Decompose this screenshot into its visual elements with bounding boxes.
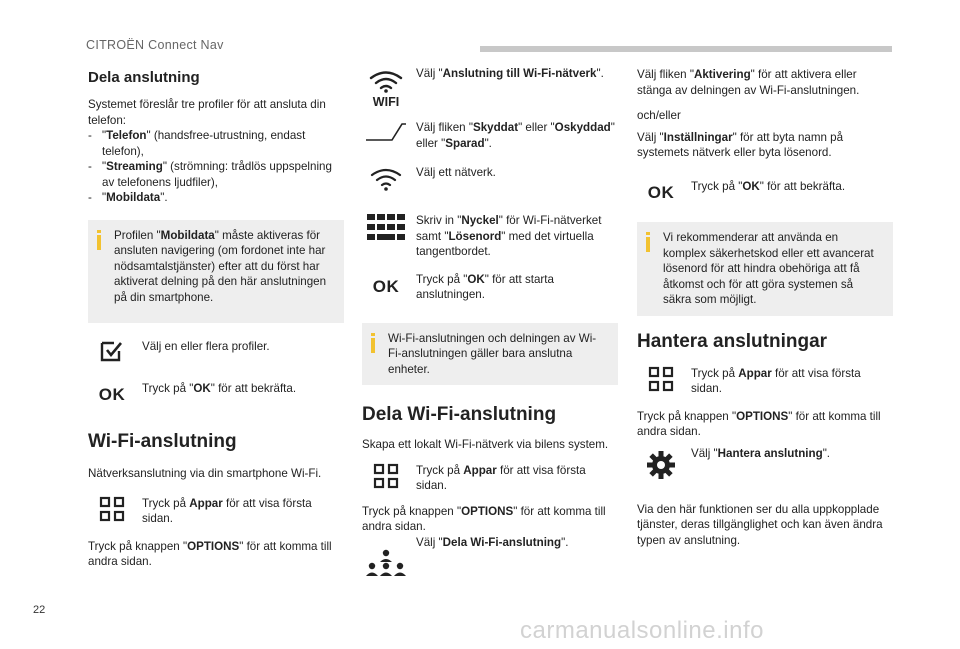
- wifi-intro-text: Nätverksanslutning via din smartphone Wi-Fi.: [88, 467, 322, 480]
- wifi-signal-icon: [362, 165, 410, 193]
- step-apps: [88, 496, 344, 527]
- column-2: [362, 66, 618, 577]
- step-text: Tryck på "OK" för att bekräfta.: [691, 179, 846, 193]
- step-text: Tryck på "OK" för att bekräfta.: [142, 381, 297, 395]
- ok-icon: OK: [372, 276, 400, 296]
- step-ok-start: [362, 272, 618, 303]
- step-select-tab: [362, 120, 618, 151]
- step-text: Tryck på Appar för att visa första sidan.: [691, 366, 861, 395]
- info-icon: [646, 232, 650, 252]
- step-manage-connection: [637, 446, 893, 480]
- step-select-profiles: [88, 339, 344, 363]
- page-number: 22: [33, 604, 46, 616]
- profile-list: [88, 128, 344, 206]
- column-1: [88, 60, 344, 570]
- list-item: - "Mobildata".: [88, 190, 344, 206]
- step-text: Välj "Anslutning till Wi-Fi-nätverk".: [416, 67, 604, 80]
- wifi-icon: [362, 66, 410, 108]
- apps-grid-icon: [637, 366, 685, 392]
- step-apps: [362, 463, 618, 494]
- header-bar: [480, 46, 892, 52]
- activation-text: Välj fliken "Aktivering" för att aktivera eller stänga av delningen av Wi-Fi-anslutningen.: [637, 68, 860, 97]
- keyboard-icon: [362, 213, 410, 241]
- tab-icon: [362, 120, 410, 142]
- step-text: Välj "Dela Wi-Fi-anslutning".: [416, 535, 569, 549]
- options-text: Tryck på knappen "OPTIONS" för att komma till andra sidan.: [362, 504, 606, 533]
- step-ok-confirm: [88, 381, 344, 403]
- options-text: Tryck på knappen "OPTIONS" för att komma till andra sidan.: [88, 539, 332, 568]
- section-title-wifi-connection: Wi-Fi-anslutning: [88, 431, 237, 452]
- apps-grid-icon: [362, 463, 410, 489]
- share-intro-text: Skapa ett lokalt Wi-Fi-nätverk via bilens system.: [362, 438, 609, 451]
- step-apps: [637, 366, 893, 397]
- settings-text: Välj "Inställningar" för att byta namn på systemets nätverk eller byta lösenord.: [637, 130, 844, 159]
- step-text: Tryck på Appar för att visa första sidan.: [416, 463, 586, 492]
- svg-text:WIFI: WIFI: [372, 95, 400, 108]
- note-text: Profilen "Mobildata" måste aktiveras för ansluten navigering (om fordonet inte har nödsamtalstjänster) efter att du först har aktiverat delning på den här anslutningen på din smartphone.: [114, 228, 327, 304]
- header-brand: CITROËN Connect Nav: [86, 38, 224, 52]
- watermark: carmanualsonline.info: [520, 617, 764, 644]
- gear-icon: [637, 446, 685, 480]
- step-enter-key: [362, 213, 618, 260]
- ok-icon: OK: [98, 384, 126, 404]
- step-text: Tryck på Appar för att visa första sidan.: [142, 496, 312, 525]
- column-3: [637, 67, 893, 548]
- step-ok-confirm: [637, 179, 893, 201]
- section-title-manage-connections: Hantera anslutningar: [637, 330, 828, 352]
- note-text: Wi-Fi-anslutningen och delningen av Wi-Fi-anslutningen gäller bara anslutna enheter.: [388, 331, 597, 376]
- info-icon: [97, 230, 101, 250]
- list-item: - "Telefon" (handsfree-utrustning, endast telefon),: [88, 128, 344, 159]
- step-wifi-network: [362, 66, 618, 108]
- info-note: [88, 220, 344, 323]
- step-text: Välj ett nätverk.: [416, 166, 496, 179]
- shared-users-icon: [362, 535, 410, 577]
- list-item: - "Streaming" (strömning: trådlös uppspelning av telefonens ljudfiler),: [88, 159, 344, 190]
- apps-grid-icon: [88, 496, 136, 522]
- outro-text: Via den här funktionen ser du alla uppkopplade tjänster, deras tillgänglighet och kan även ändra typen av anslutning.: [637, 502, 883, 547]
- intro-text: Systemet föreslår tre profiler för att ansluta din telefon:: [88, 98, 326, 127]
- step-text: Välj en eller flera profiler.: [142, 339, 270, 353]
- info-note: [637, 222, 893, 316]
- step-select-network: [362, 165, 618, 193]
- note-text: Vi rekommenderar att använda en komplex säkerhetskod eller ett avancerat lösenord för att hindra obehöriga att få åtkomst och för att göra systemen så säkra som möjligt.: [663, 231, 874, 306]
- section-title-share-connection: Dela anslutning: [88, 69, 200, 86]
- step-text: Välj "Hantera anslutning".: [691, 446, 831, 460]
- section-title-share-wifi: Dela Wi-Fi-anslutning: [362, 404, 557, 425]
- andor-text: och/eller: [637, 109, 681, 122]
- ok-icon: OK: [647, 182, 675, 202]
- step-text: Skriv in "Nyckel" för Wi-Fi-nätverket samt "Lösenord" med det virtuella tangentbordet.: [416, 214, 602, 258]
- step-text: Välj fliken "Skyddat" eller "Oskyddad" eller "Sparad".: [416, 121, 615, 150]
- options-text: Tryck på knappen "OPTIONS" för att komma till andra sidan.: [637, 409, 881, 438]
- checkbox-icon: [88, 339, 136, 363]
- info-icon: [371, 333, 375, 353]
- step-text: Tryck på "OK" för att starta anslutningen.: [416, 272, 554, 301]
- info-note: [362, 323, 618, 386]
- step-share-wifi: [362, 535, 618, 577]
